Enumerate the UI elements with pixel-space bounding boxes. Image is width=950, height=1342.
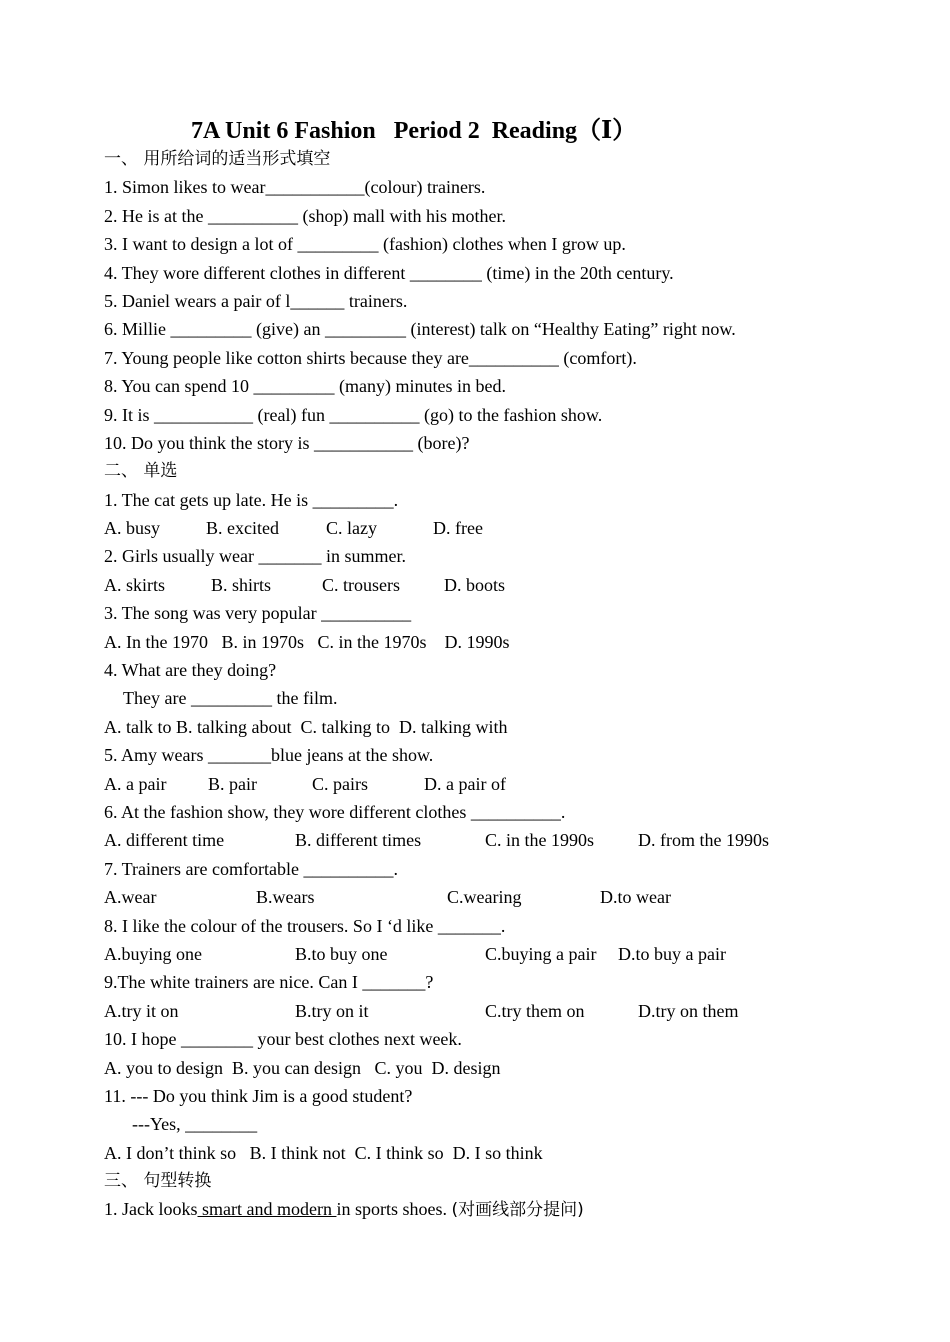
section-heading-multiple-choice: 二、 单选 <box>104 461 178 482</box>
transform-item-instruction: (对画线部分提问) <box>451 1200 584 1221</box>
option-d: D.to buy a pair <box>618 943 726 964</box>
worksheet-content <box>104 145 904 1224</box>
option-c: C. lazy <box>326 518 377 539</box>
question-6-options <box>104 826 904 854</box>
question-7: 7. Trainers are comfortable __________. <box>104 858 398 879</box>
question-4-prompt: They are _________ the film. <box>123 688 338 709</box>
option-d: D. a pair of <box>424 773 506 794</box>
option-b: B. different times <box>295 830 422 851</box>
option-b: B. pair <box>208 773 257 794</box>
transform-item-text: 1. Jack looks <box>104 1199 198 1220</box>
question-2: 2. Girls usually wear _______ in summer. <box>104 546 406 567</box>
question-11-options: A. I don’t think so B. I think not C. I think so D. I so think <box>104 1142 543 1163</box>
option-c: C. pairs <box>312 773 368 794</box>
transform-item-text-end: in sports shoes. <box>336 1199 452 1220</box>
underlined-phrase: smart and modern <box>197 1199 337 1220</box>
option-b: B. excited <box>206 518 279 539</box>
option-c: C. trousers <box>322 574 400 595</box>
fill-in-item: 7. Young people like cotton shirts because they are__________ (comfort). <box>104 347 637 368</box>
option-b: B. shirts <box>211 574 272 595</box>
option-b: B.to buy one <box>295 943 388 964</box>
question-4-options: A. talk to B. talking about C. talking to D. talking with <box>104 716 508 737</box>
question-5-options <box>104 770 904 798</box>
option-c: C.buying a pair <box>485 943 597 964</box>
question-1-options <box>104 514 904 542</box>
fill-in-item: 5. Daniel wears a pair of l______ trainers. <box>104 290 408 311</box>
section-heading-fill-in: 一、 用所给词的适当形式填空 <box>104 149 331 169</box>
question-10-options: A. you to design B. you can design C. you D. design <box>104 1057 501 1078</box>
question-4: 4. What are they doing? <box>104 660 277 681</box>
option-a: A.try it on <box>104 1000 179 1021</box>
question-3-options: A. In the 1970 B. in 1970s C. in the 1970s D. 1990s <box>104 631 510 652</box>
question-1: 1. The cat gets up late. He is _________. <box>104 489 399 510</box>
fill-in-item: 8. You can spend 10 _________ (many) minutes in bed. <box>104 376 506 397</box>
question-2-options <box>104 571 904 599</box>
section-heading-sentence-transform: 三、 句型转换 <box>104 1171 212 1192</box>
option-d: D. from the 1990s <box>638 830 769 851</box>
question-9-options <box>104 997 904 1025</box>
option-d: D. free <box>433 518 483 539</box>
question-3: 3. The song was very popular __________ <box>104 603 412 624</box>
fill-in-item: 6. Millie _________ (give) an _________ (interest) talk on “Healthy Eating” right now. <box>104 319 736 340</box>
option-a: A. different time <box>104 830 225 851</box>
option-d: D.to wear <box>600 887 671 908</box>
question-11-prompt: ---Yes, ________ <box>132 1114 258 1135</box>
option-c: C. in the 1990s <box>485 830 595 851</box>
option-d: D. boots <box>444 574 506 595</box>
option-a: A. busy <box>104 518 161 539</box>
fill-in-item: 3. I want to design a lot of _________ (fashion) clothes when I grow up. <box>104 234 626 255</box>
option-a: A.wear <box>104 887 157 908</box>
option-a: A.buying one <box>104 943 202 964</box>
question-9: 9.The white trainers are nice. Can I _______? <box>104 972 434 993</box>
question-6: 6. At the fashion show, they wore different clothes __________. <box>104 801 566 822</box>
question-8-options <box>104 940 904 968</box>
option-b: B.try on it <box>295 1000 369 1021</box>
option-c: C.wearing <box>447 887 522 908</box>
option-a: A. a pair <box>104 773 167 794</box>
option-b: B.wears <box>256 887 315 908</box>
question-7-options <box>104 883 904 911</box>
fill-in-item: 4. They wore different clothes in different ________ (time) in the 20th century. <box>104 262 674 283</box>
option-a: A. skirts <box>104 574 166 595</box>
question-8: 8. I like the colour of the trousers. So I ‘d like _______. <box>104 915 506 936</box>
fill-in-item: 9. It is ___________ (real) fun __________ (go) to the fashion show. <box>104 404 603 425</box>
page-title: 7A Unit 6 Fashion Period 2 Reading（Ⅰ） <box>191 118 637 144</box>
option-c: C.try them on <box>485 1000 585 1021</box>
question-5: 5. Amy wears _______blue jeans at the show. <box>104 745 434 766</box>
transform-item-1 <box>104 1195 904 1223</box>
fill-in-item: 1. Simon likes to wear___________(colour) trainers. <box>104 177 486 198</box>
fill-in-item: 10. Do you think the story is ___________ (bore)? <box>104 432 470 453</box>
question-10: 10. I hope ________ your best clothes next week. <box>104 1029 462 1050</box>
fill-in-item: 2. He is at the __________ (shop) mall with his mother. <box>104 205 506 226</box>
option-d: D.try on them <box>638 1000 739 1021</box>
question-11: 11. --- Do you think Jim is a good student? <box>104 1085 413 1106</box>
